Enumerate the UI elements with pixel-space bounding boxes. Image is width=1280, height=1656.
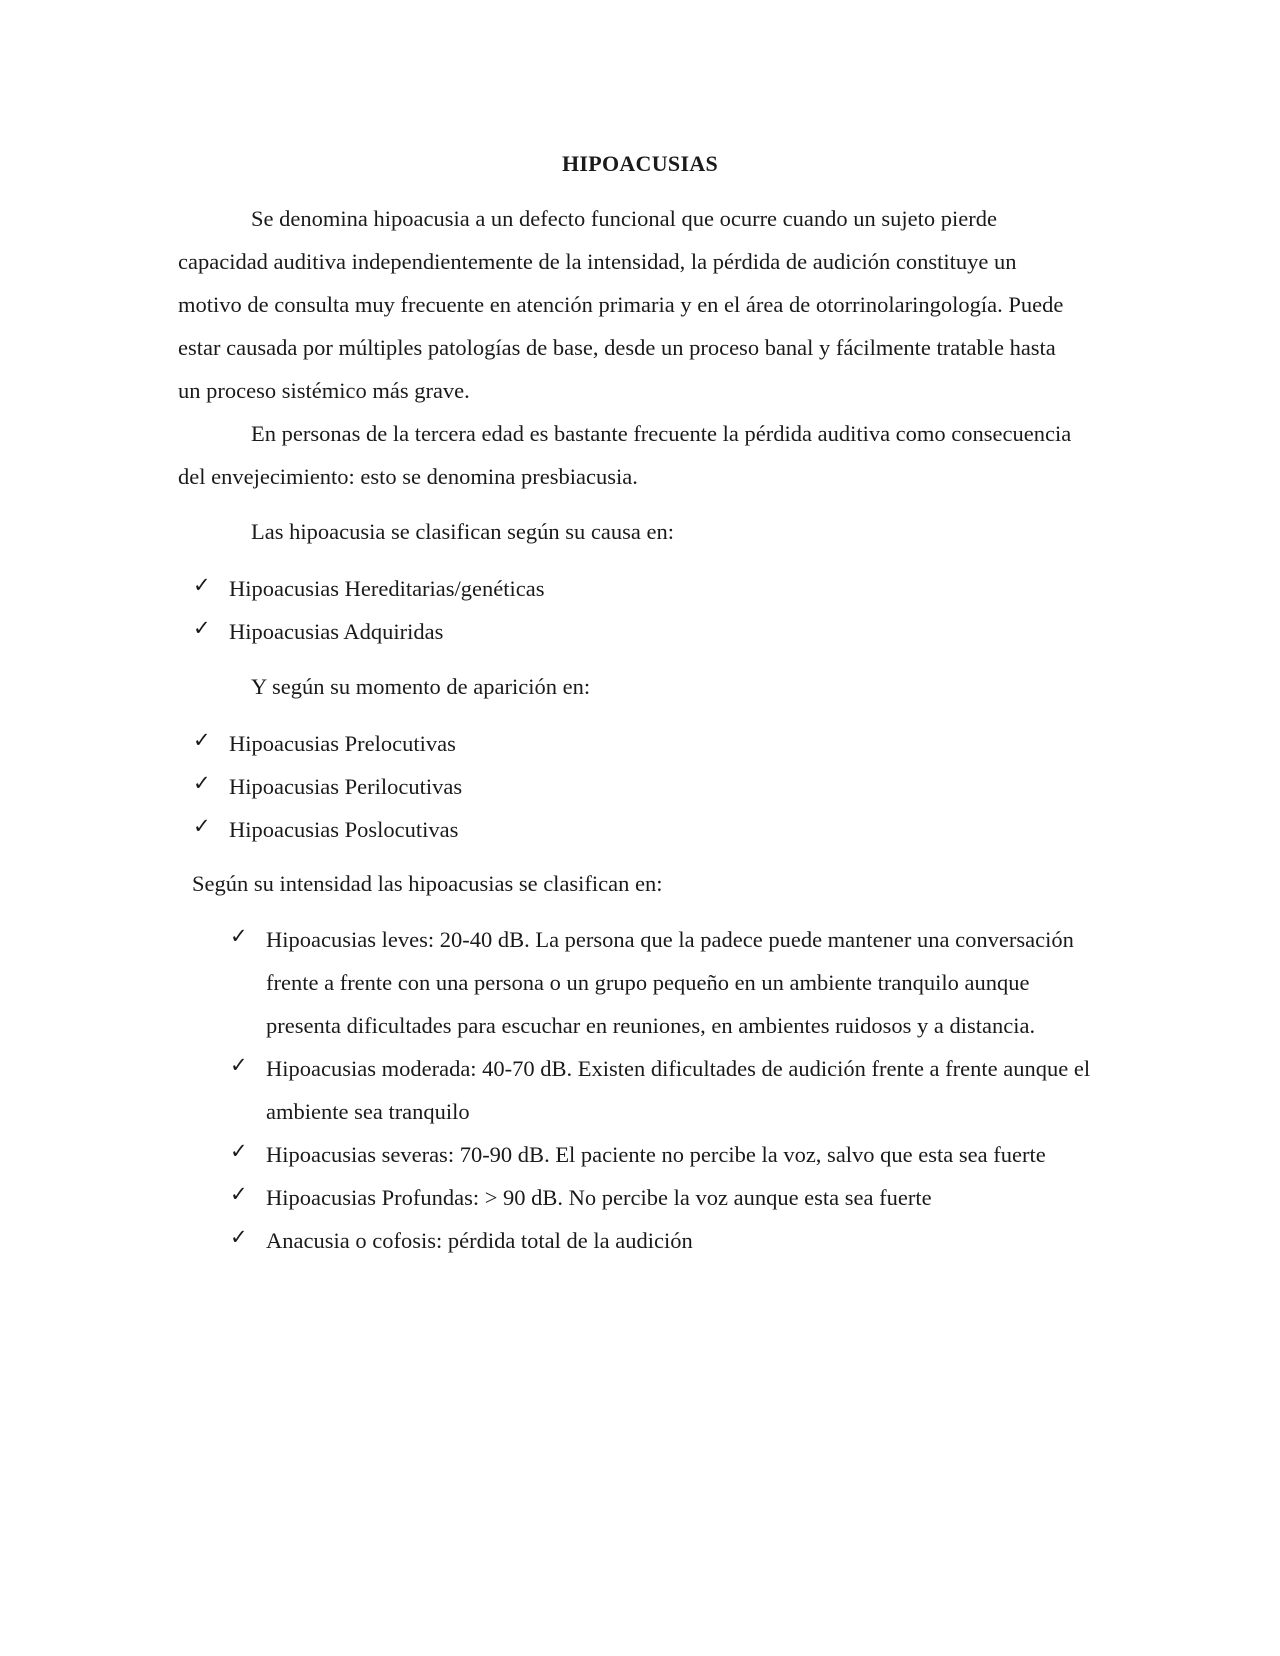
onset-list [193, 722, 1093, 851]
list-item-text: Hipoacusias Adquiridas [229, 619, 444, 644]
list-item [230, 1047, 1092, 1133]
checkmark-icon: ✓ [193, 771, 211, 795]
intensity-list [230, 918, 1092, 1262]
list-item-text: Hipoacusias leves: 20-40 dB. La persona que la padece puede mantener una conversación frente a frente con una persona o un grupo pequeño en un ambiente tranquilo aunque presenta dificultades para escuchar en reuniones, en ambientes ruidosos y a distancia. [266, 927, 1074, 1038]
list-item [193, 808, 1093, 851]
list-item [230, 1133, 1092, 1176]
list-item [230, 918, 1092, 1047]
onset-intro: Y según su momento de aparición en: [251, 674, 591, 699]
intro-paragraph: Se denomina hipoacusia a un defecto funcional que ocurre cuando un sujeto pierde capacidad auditiva independientemente de la intensidad, la pérdida de audición constituye un motivo de consulta muy frecuente en atención primaria y en el área de otorrinolaringología. Puede estar causada por múltiples patologías de base, desde un proceso banal y fácilmente tratable hasta un proceso sistémico más grave. [178, 206, 1064, 403]
intensity-intro: Según su intensidad las hipoacusias se clasifican en: [192, 871, 663, 896]
checkmark-icon: ✓ [193, 573, 211, 597]
checkmark-icon: ✓ [193, 814, 211, 838]
list-item [193, 722, 1093, 765]
list-item [193, 567, 1093, 610]
checkmark-icon: ✓ [230, 924, 248, 948]
checkmark-icon: ✓ [193, 728, 211, 752]
checkmark-icon: ✓ [230, 1182, 248, 1206]
list-item-text: Hipoacusias Perilocutivas [229, 774, 463, 799]
list-item-text: Hipoacusias Hereditarias/genéticas [229, 576, 545, 601]
list-item [230, 1219, 1092, 1262]
checkmark-icon: ✓ [230, 1139, 248, 1163]
list-item-text: Hipoacusias severas: 70-90 dB. El paciente no percibe la voz, salvo que esta sea fuerte [266, 1142, 1046, 1167]
cause-list [193, 567, 1093, 653]
list-item-text: Hipoacusias Profundas: > 90 dB. No percibe la voz aunque esta sea fuerte [266, 1185, 932, 1210]
list-item-text: Anacusia o cofosis: pérdida total de la audición [266, 1228, 693, 1253]
checkmark-icon: ✓ [193, 616, 211, 640]
list-item [230, 1176, 1092, 1219]
checkmark-icon: ✓ [230, 1225, 248, 1249]
list-item [193, 765, 1093, 808]
cause-intro: Las hipoacusia se clasifican según su causa en: [251, 519, 674, 544]
list-item-text: Hipoacusias moderada: 40-70 dB. Existen dificultades de audición frente a frente aunque el ambiente sea tranquilo [266, 1056, 1091, 1124]
presbiacusia-paragraph: En personas de la tercera edad es bastante frecuente la pérdida auditiva como consecuencia del envejecimiento: esto se denomina presbiacusia. [178, 421, 1072, 489]
checkmark-icon: ✓ [230, 1053, 248, 1077]
list-item [193, 610, 1093, 653]
list-item-text: Hipoacusias Prelocutivas [229, 731, 456, 756]
document-title: HIPOACUSIAS [561, 151, 719, 176]
list-item-text: Hipoacusias Poslocutivas [229, 817, 459, 842]
